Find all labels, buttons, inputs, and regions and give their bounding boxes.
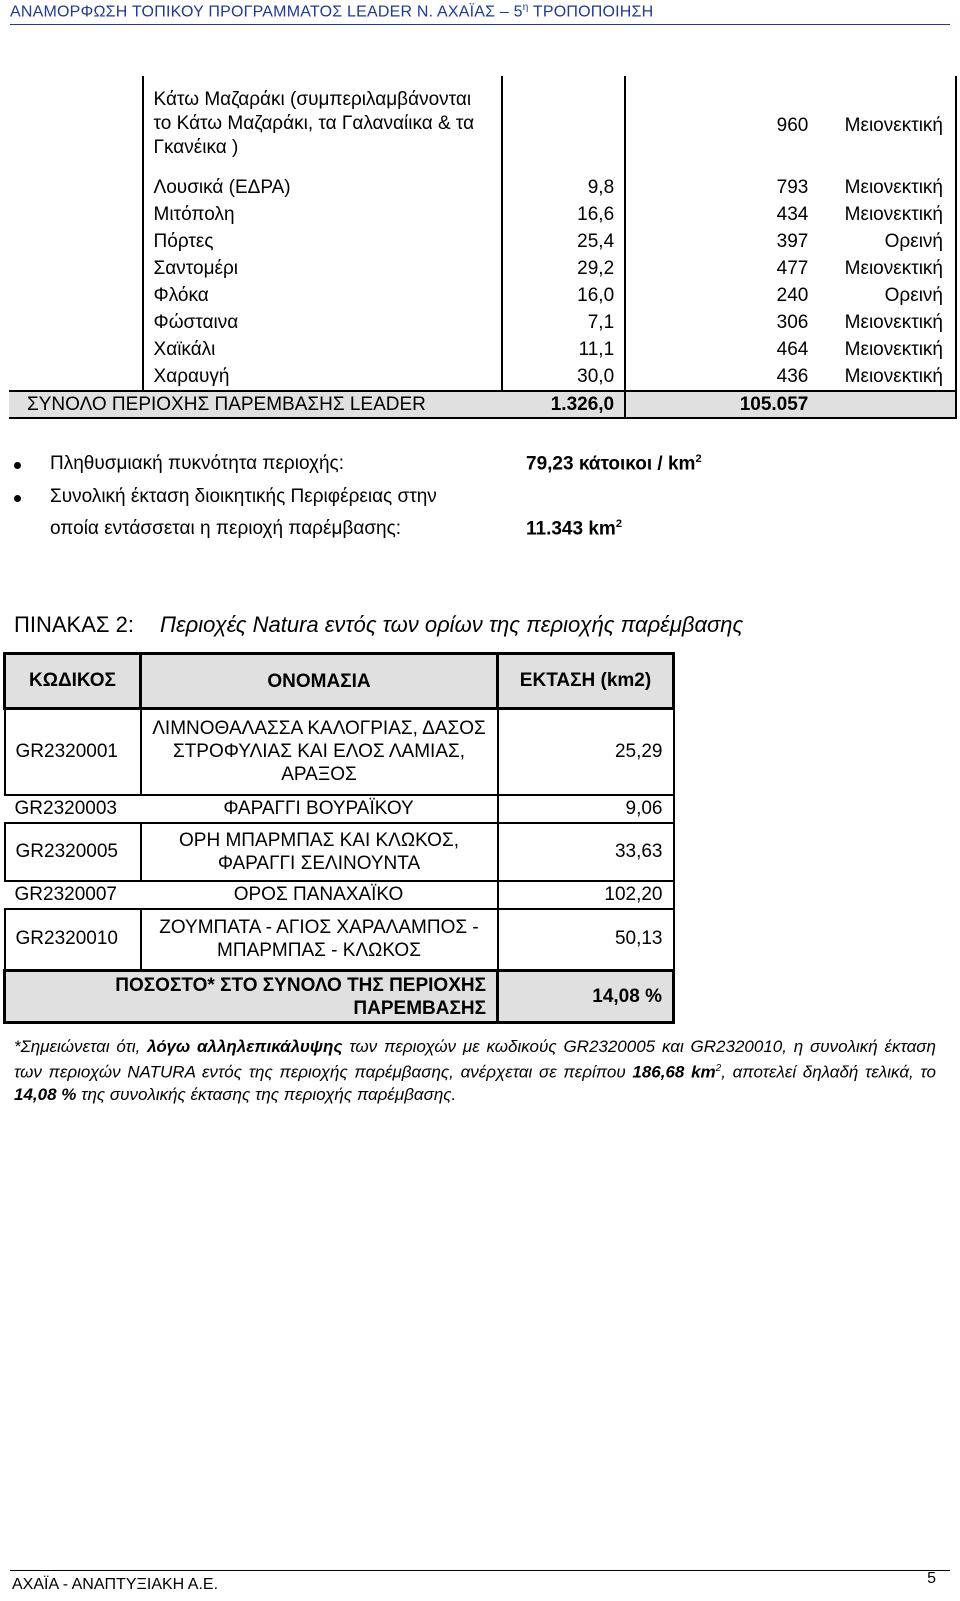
table-row: [9, 228, 956, 255]
table-row: [5, 795, 674, 823]
natura-area: 9,06: [498, 795, 674, 823]
note-p3: , αποτελεί δηλαδή τελικά, το: [721, 1062, 936, 1082]
percentage-row: [5, 971, 674, 1023]
col-header-name: ΟΝΟΜΑΣΙΑ: [141, 654, 498, 709]
village-name: Πόρτες: [143, 228, 502, 255]
village-population: 477: [625, 255, 818, 282]
village-population: 793: [625, 174, 818, 201]
blank-cell: [9, 363, 143, 391]
region-value-text: 11.343 km: [526, 518, 616, 540]
natura-code: GR2320010: [5, 909, 141, 971]
region-sup: 2: [615, 518, 622, 530]
village-name: Σαντομέρι: [143, 255, 502, 282]
table-row: [9, 336, 956, 363]
table-row: [9, 201, 956, 228]
village-population: 306: [625, 309, 818, 336]
natura-area: 25,29: [498, 709, 674, 795]
density-value-text: 79,23 κάτοικοι / km: [526, 453, 696, 475]
col-header-area: ΕΚΤΑΣΗ (km2): [498, 654, 674, 709]
natura-code: GR2320003: [14, 797, 117, 819]
bullet-dot: [14, 462, 21, 469]
header-sup: η: [522, 2, 529, 13]
percentage-value: 14,08 %: [498, 971, 674, 1023]
density-value: [526, 453, 702, 475]
natura-area: 33,63: [498, 823, 674, 881]
col-header-code: ΚΩΔΙΚΟΣ: [5, 654, 141, 709]
village-type: Μειονεκτική: [818, 336, 956, 363]
natura-name: ΟΡΗ ΜΠΑΡΜΠΑΣ ΚΑΙ ΚΛΩΚΟΣ, ΦΑΡΑΓΓΙ ΣΕΛΙΝΟΥΝΤΑ: [141, 823, 498, 881]
header-title: ΑΝΑΜΟΡΦΩΣΗ ΤΟΠΙΚΟΥ ΠΡΟΓΡΑΜΜΑΤΟΣ LEADER Ν. ΑΧΑΪΑΣ – 5: [10, 3, 523, 21]
table-row: [9, 363, 956, 391]
blank-cell: [9, 201, 143, 228]
village-type: Ορεινή: [818, 228, 956, 255]
percentage-label: ΠΟΣΟΣΤΟ* ΣΤΟ ΣΥΝΟΛΟ ΤΗΣ ΠΕΡΙΟΧΗΣ ΠΑΡΕΜΒΑΣΗΣ: [5, 971, 498, 1023]
village-area: 11,1: [578, 339, 615, 360]
footer-rule: [10, 1570, 950, 1571]
running-header: [10, 2, 653, 21]
total-population: 105.057: [625, 391, 818, 418]
village-area: 16,6: [577, 204, 615, 225]
table2-caption: [14, 612, 744, 638]
village-area: 25,4: [577, 231, 615, 252]
village-area: 29,2: [577, 258, 615, 279]
table-row: [5, 881, 674, 909]
village-type: Μειονεκτική: [818, 201, 956, 228]
blank-cell: [9, 282, 143, 309]
natura-code: GR2320007: [14, 883, 117, 905]
village-population: 240: [625, 282, 818, 309]
page-number: 5: [927, 1570, 936, 1587]
natura-table: [3, 652, 675, 1024]
natura-code: GR2320005: [5, 823, 141, 881]
table-row: [9, 76, 956, 174]
note-b1: λόγω αλληλεπικάλυψης: [147, 1037, 343, 1056]
natura-name: ΖΟΥΜΠΑΤΑ - ΑΓΙΟΣ ΧΑΡΑΛΑΜΠΟΣ - ΜΠΑΡΜΠΑΣ - ΚΛΩΚΟΣ: [141, 909, 498, 971]
header-rule: [10, 24, 950, 25]
natura-name: ΛΙΜΝΟΘΑΛΑΣΣΑ ΚΑΛΟΓΡΙΑΣ, ΔΑΣΟΣ ΣΤΡΟΦΥΛΙΑΣ ΚΑΙ ΕΛΟΣ ΛΑΜΙΑΣ, ΑΡΑΞΟΣ: [141, 709, 498, 795]
village-name: Κάτω Μαζαράκι (συμπεριλαμβάνονται το Κάτω Μαζαράκι, τα Γαλαναίικα & τα Γκανέικα ): [143, 76, 502, 174]
density-label: Πληθυσμιακή πυκνότητα περιοχής:: [50, 453, 344, 474]
natura-code: GR2320001: [5, 709, 141, 795]
village-type: Μειονεκτική: [818, 363, 956, 391]
village-type: Μειονεκτική: [818, 76, 956, 174]
village-area: [502, 76, 625, 174]
blank-cell: [9, 76, 143, 174]
density-sup: 2: [695, 453, 702, 465]
village-name: Χαϊκάλι: [143, 336, 502, 363]
table-row: [9, 255, 956, 282]
note-b2: 186,68 km: [632, 1062, 716, 1082]
caption-title: Περιοχές Natura εντός των ορίων της περιοχής παρέμβασης: [160, 612, 744, 637]
note-p1: *Σημειώνεται ότι,: [14, 1037, 148, 1056]
village-population: 397: [625, 228, 818, 255]
note-sup: 2: [715, 1063, 722, 1074]
village-type: Ορεινή: [818, 282, 956, 309]
total-row: [9, 391, 956, 418]
blank-cell: [9, 228, 143, 255]
blank-cell: [9, 336, 143, 363]
village-name: Φλόκα: [143, 282, 502, 309]
table-row: [5, 709, 674, 795]
village-type: Μειονεκτική: [818, 309, 956, 336]
blank-cell: [9, 174, 143, 201]
header-row: [5, 654, 674, 709]
village-population: 464: [625, 336, 818, 363]
village-name: Φώσταινα: [143, 309, 502, 336]
caption-label: ΠΙΝΑΚΑΣ 2:: [14, 612, 134, 637]
village-name: Χαραυγή: [143, 363, 502, 391]
village-area: 7,1: [587, 312, 615, 333]
header-title-end: ΤΡΟΠΟΠΟΙΗΣΗ: [528, 3, 654, 21]
table-row: [9, 282, 956, 309]
village-area: 16,0: [577, 285, 615, 306]
blank-cell: [9, 309, 143, 336]
table-row: [9, 309, 956, 336]
village-name: Λουσικά (ΕΔΡΑ): [143, 174, 502, 201]
footnote: [14, 1036, 936, 1106]
village-type: Μειονεκτική: [818, 174, 956, 201]
footer-company: ΑΧΑΪΑ - ΑΝΑΠΤΥΞΙΑΚΗ Α.Ε.: [12, 1576, 219, 1593]
table-row: [5, 909, 674, 971]
total-label: ΣΥΝΟΛΟ ΠΕΡΙΟΧΗΣ ΠΑΡΕΜΒΑΣΗΣ LEADER: [9, 391, 502, 418]
natura-name: ΟΡΟΣ ΠΑΝΑΧΑΪΚΟ: [233, 884, 404, 905]
note-p4: της συνολικής έκτασης της περιοχής παρέμβασης.: [76, 1084, 457, 1104]
total-blank: [818, 391, 956, 418]
region-label-1: Συνολική έκταση διοικητικής Περιφέρειας στην: [50, 486, 437, 507]
natura-area: 50,13: [498, 909, 674, 971]
note-b3: 14,08 %: [14, 1084, 77, 1104]
municipalities-table: [9, 76, 957, 419]
table-row: [9, 174, 956, 201]
village-name: Μιτόπολη: [143, 201, 502, 228]
village-type: Μειονεκτική: [818, 255, 956, 282]
village-population: 434: [625, 201, 818, 228]
village-population: 436: [625, 363, 818, 391]
note-p2: των περιοχών με κωδικούς GR2320005 και GR2320010, η συνολική έκταση των περιοχών NATURA εντός της περιοχής παρέμβασης, ανέρχεται σε περίπου: [14, 1037, 936, 1082]
total-area: 1.326,0: [502, 391, 625, 418]
village-population: 960: [625, 76, 818, 174]
village-area: 9,8: [587, 177, 615, 198]
village-area: 30,0: [577, 366, 615, 387]
table-row: [5, 823, 674, 881]
region-label-2: οποία εντάσσεται η περιοχή παρέμβασης:: [50, 518, 402, 539]
natura-area: 102,20: [498, 881, 674, 909]
region-value: [526, 518, 622, 540]
natura-name: ΦΑΡΑΓΓΙ ΒΟΥΡΑΪΚΟΥ: [223, 798, 414, 819]
bullet-dot: [14, 495, 21, 502]
blank-cell: [9, 255, 143, 282]
